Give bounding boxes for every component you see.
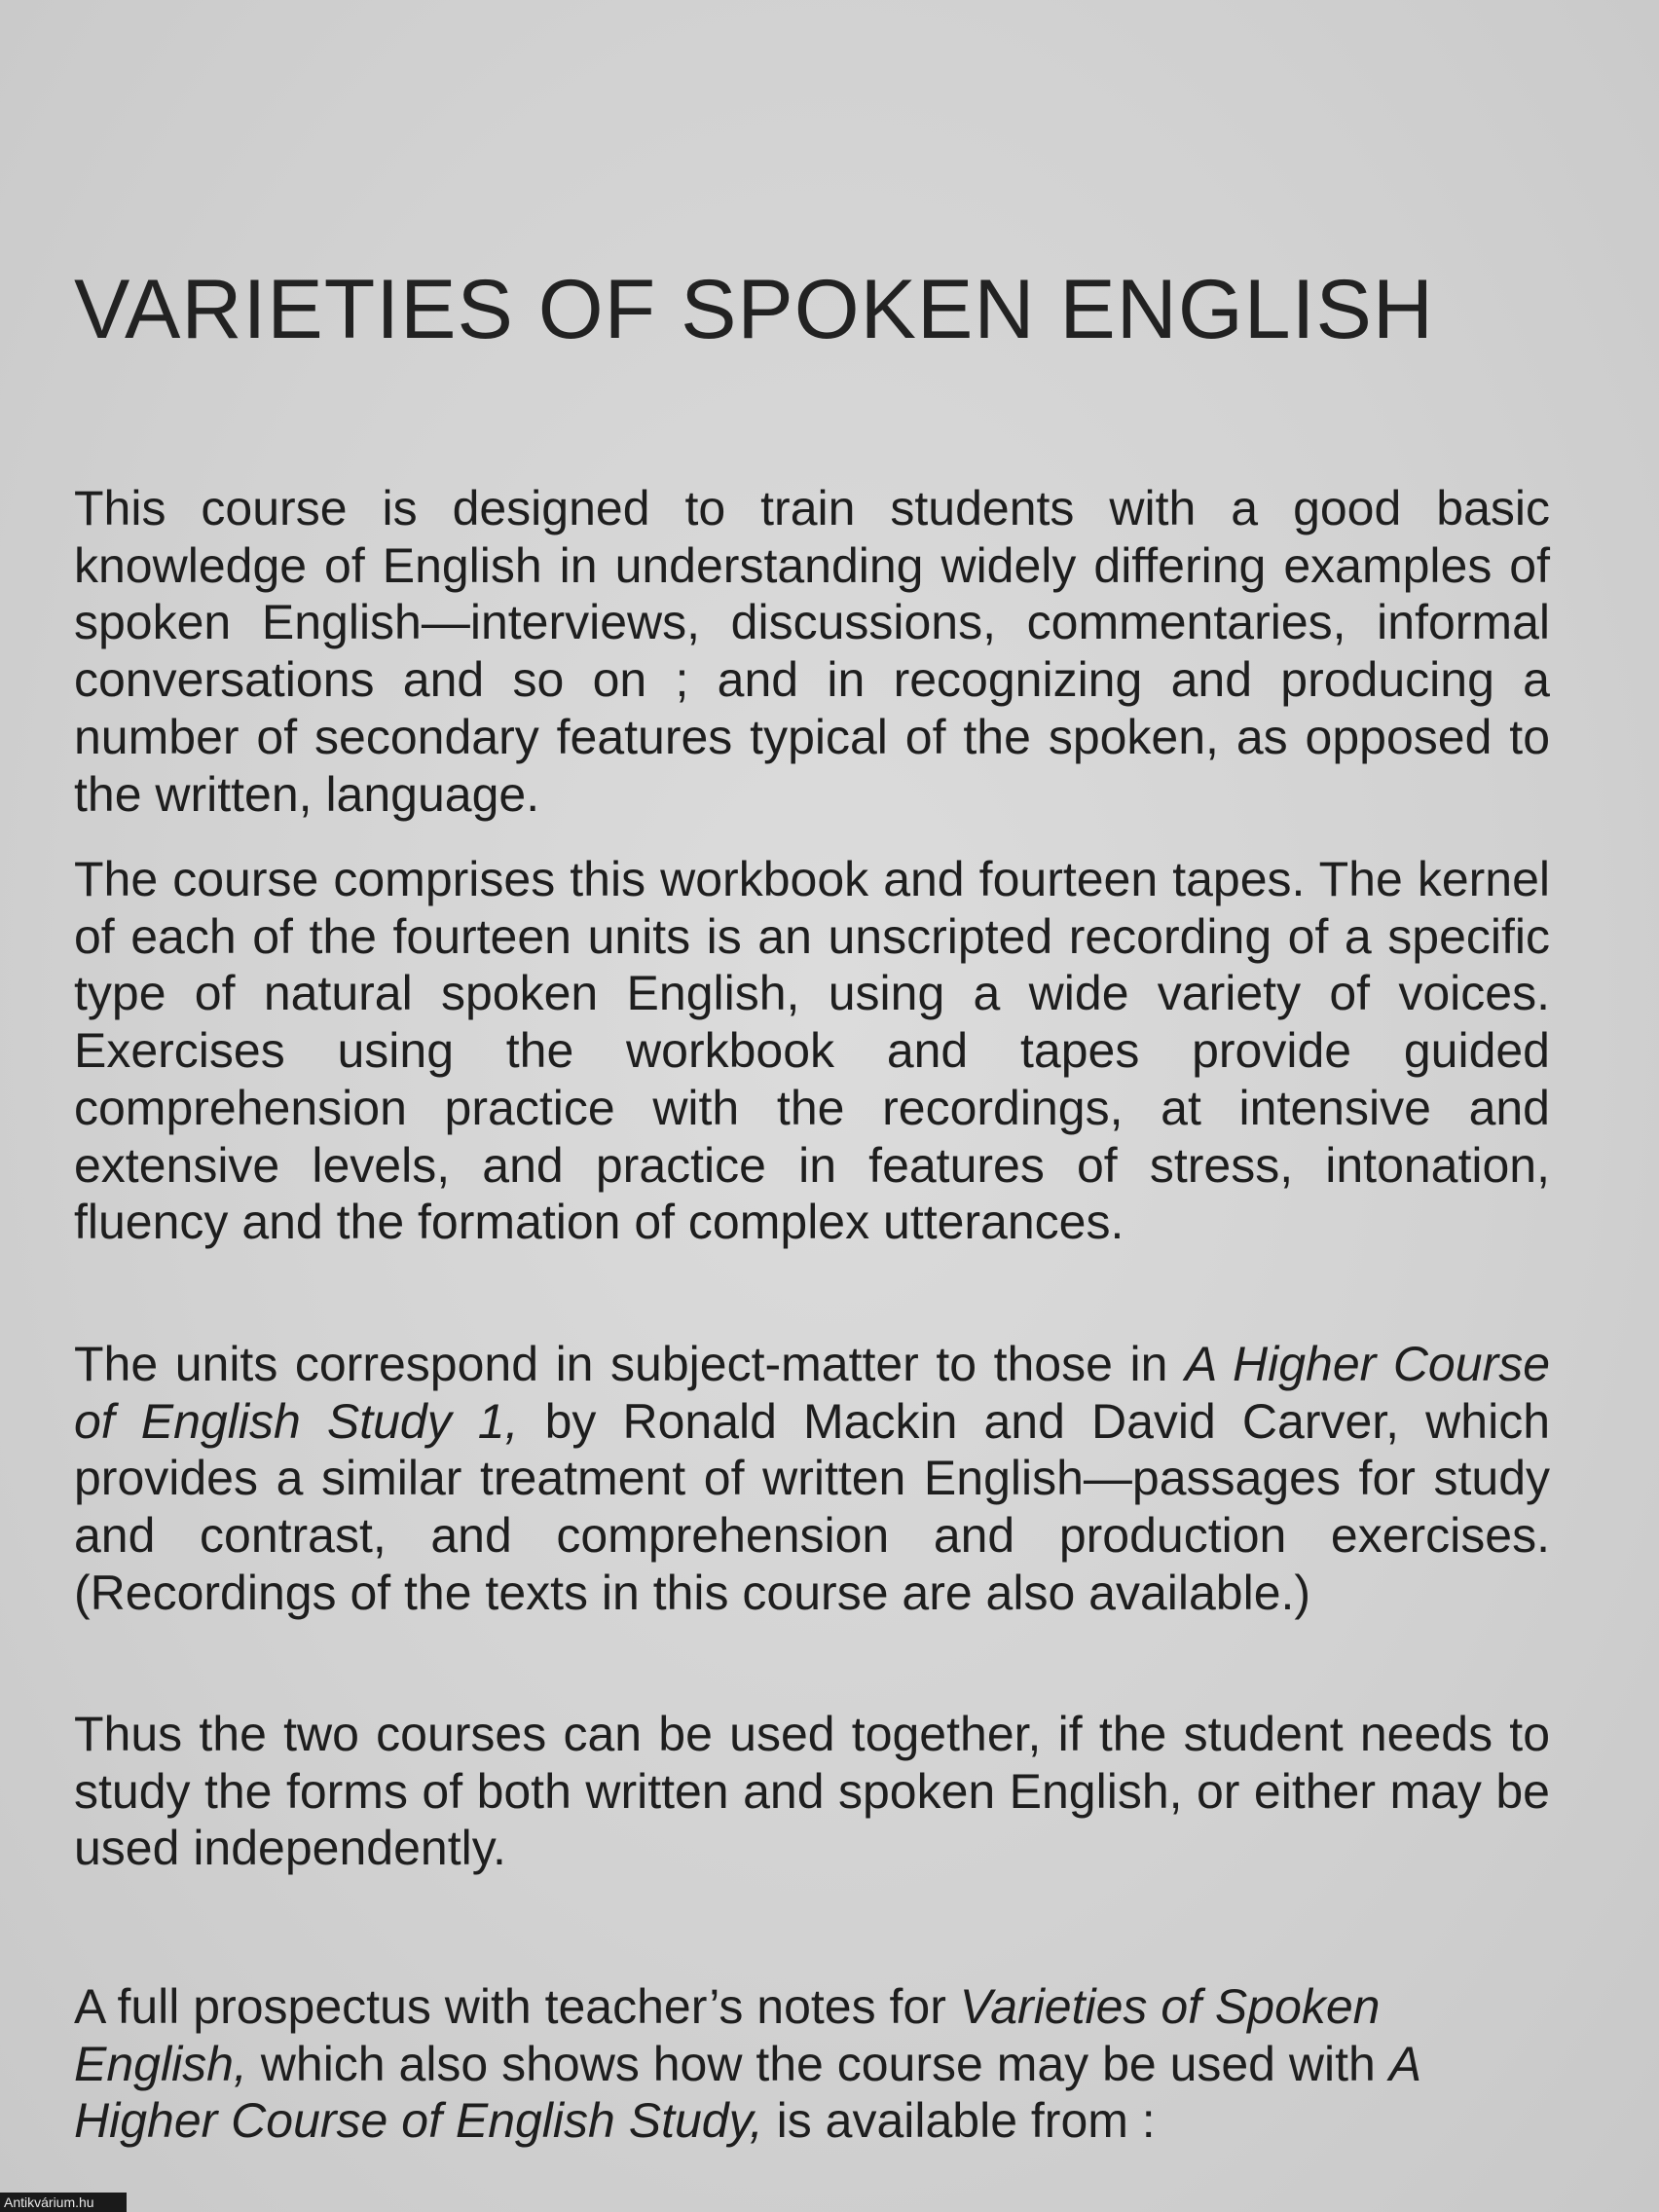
text-segment: is available from :	[762, 2093, 1156, 2149]
watermark: Antikvárium.hu	[0, 2193, 127, 2212]
book-title: A Higher Course of English Study,	[74, 2036, 1420, 2149]
paragraph-related-course	[74, 1336, 1550, 1622]
text-segment: The units correspond in subject-matter to those in	[74, 1337, 1185, 1391]
paragraph-prospectus	[74, 1978, 1534, 2150]
paragraph-course-aim: This course is designed to train students with a good basic knowledge of English in understanding widely differing examples of spoken English—interviews, discussions, commentaries, informal conversations and so on ; and in recognizing and producing a number of secondary features typical of the spoken, as opposed to the written, language.	[74, 481, 1550, 822]
page-content	[74, 0, 1554, 2212]
paragraph-course-components: The course comprises this workbook and fourteen tapes. The kernel of each of the fourteen units is an unscripted recording of a specific type of natural spoken English, using a wide variety of voices. Exercises using the workbook and tapes provide guided comprehension practice with the recordings, at intensive and extensive levels, and practice in features of stress, intonation, fluency and the formation of complex utterances.	[74, 852, 1550, 1250]
book-title: Varieties of Spoken English,	[74, 1979, 1381, 2091]
text-segment: which also shows how the course may be used with	[246, 2036, 1389, 2091]
text-segment: by Ronald Mackin and David Carver, which provides a similar treatment of written English—passages for study and contrast, and comprehension and production exercises. (Recordings of the texts in this course are also available.)	[74, 1393, 1550, 1620]
page-title: VARIETIES OF SPOKEN ENGLISH	[74, 263, 1434, 356]
text-segment: A full prospectus with teacher’s notes for	[74, 1979, 960, 2034]
book-title: A Higher Course of English Study 1,	[74, 1337, 1551, 1449]
paragraph-usage: Thus the two courses can be used together, if the student needs to study the forms of both written and spoken English, or either may be used independently.	[74, 1707, 1550, 1876]
